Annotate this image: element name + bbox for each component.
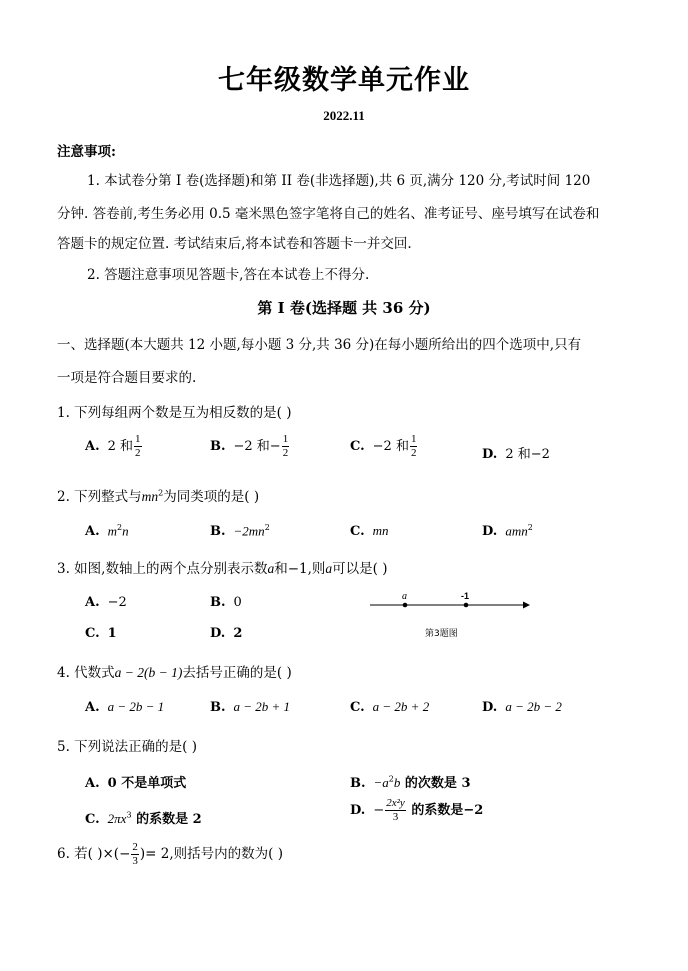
q2-option-a[interactable] [85,523,129,539]
q3-option-b[interactable] [210,595,242,610]
option-text: 2 [233,626,243,641]
stem-text: 可以是( ) [332,561,388,577]
exponent: 2 [158,488,164,498]
q4-option-d[interactable] [482,699,562,715]
math-expr: −2mn [233,523,265,539]
math-expr: a − 2b + 2 [372,699,430,714]
option-label: A. [85,524,100,540]
math-expr: −a [373,775,389,790]
q1-stem: 1. 下列每组两个数是互为相反数的是( ) [57,405,292,421]
option-label: C. [350,524,365,539]
fraction [134,434,142,459]
q2-option-b[interactable] [210,523,270,539]
point-neg-one [464,603,469,608]
numerator: 2 [132,841,138,853]
q2-option-d[interactable] [482,523,533,539]
denominator: 2 [135,447,141,459]
option-label: D. [350,803,366,818]
math-expr: a − 2b + 1 [233,699,291,714]
math-expr: amn [505,523,528,539]
stem-text: 为同类项的是( ) [163,489,260,505]
stem-text: 2. 下列整式与 [57,489,142,505]
math-expr: m [107,523,118,539]
option-label: D. [482,447,498,462]
notice-item1-line2: 分钟. 答卷前,考生务必用 0.5 毫米黑色签字笔将自己的姓名、准考证号、座号填写在试卷和 [57,206,600,222]
point-neg-one-label: -1 [461,591,470,601]
option-text: 2 和−2 [505,447,550,462]
q3-option-a[interactable] [85,595,127,610]
fraction [282,434,290,459]
option-text: −2 和− [233,439,281,454]
stem-text: )= 2,则括号内的数为( ) [139,846,283,862]
option-text: −2 和 [372,439,409,454]
numerator: 1 [410,433,417,445]
stem-text: 和−1,则 [274,561,326,577]
option-label: C. [85,812,100,827]
exponent: 2 [388,774,394,784]
q5-stem: 5. 下列说法正确的是( ) [57,739,197,755]
option-label: B. [210,439,226,454]
numerator: 2x²y [386,797,405,809]
exponent: 3 [126,810,132,820]
fraction [385,798,406,823]
denominator: 2 [410,447,417,459]
option-text: 的系数是−2 [406,803,484,818]
date: 2022.11 [323,108,365,123]
q3-option-d[interactable] [210,626,242,641]
q1-option-b[interactable] [210,434,290,459]
q2-option-c[interactable] [350,523,389,539]
denominator: 3 [132,855,138,867]
option-label: B. [210,700,226,715]
arrow-head-icon [523,602,530,609]
numerator: 1 [135,433,141,445]
page-title: 七年级数学单元作业 [218,65,470,96]
q1-option-c[interactable] [350,434,418,459]
number-line-figure [365,588,535,643]
q3-stem [57,557,388,577]
q5-option-a[interactable] [85,772,186,791]
fraction [131,842,139,867]
option-label: C. [85,626,100,641]
q2-stem [57,485,259,505]
option-text: 0 [233,595,242,610]
option-label: D. [482,700,498,715]
math-expr: b [393,775,401,790]
stem-text: 3. 如图,数轴上的两个点分别表示数 [57,561,268,577]
math-expr: mn [372,523,389,538]
option-text: 2 和 [107,439,134,454]
q5-option-d[interactable] [350,798,483,823]
stem-text: 去括号正确的是( ) [182,665,292,681]
point-a [403,603,408,608]
option-label: A. [85,776,100,791]
q1-option-d[interactable] [482,443,550,462]
q4-option-a[interactable] [85,699,164,715]
math-expr: n [122,523,129,539]
math-expr: a − 2b − 1 [107,699,165,714]
option-label: D. [210,626,226,641]
option-label: B. [210,595,226,610]
math-expr: a − 2(b − 1) [114,665,183,680]
option-text: −2 [107,595,127,610]
q5-option-b[interactable] [350,772,471,791]
q4-option-b[interactable] [210,699,290,715]
q6-stem [57,842,283,867]
option-label: C. [350,439,365,454]
option-label: D. [482,524,498,540]
notice-heading: 注意事项: [57,144,116,160]
notice-item2: 2. 答题注意事项见答题卡,答在本试卷上不得分. [87,267,370,283]
stem-text: 6. 若( )×(− [57,846,131,862]
option-label: A. [85,595,100,610]
part1-title: 第 I 卷(选择题 共 36 分) [257,299,431,317]
stem-text: 4. 代数式 [57,665,115,681]
section1-line1: 一、选择题(本大题共 12 小题,每小题 3 分,共 36 分)在每小题所给出的四个选项中,只有 [57,337,582,353]
q4-stem [57,661,292,681]
math-expr: − [373,803,385,818]
notice-item1-line1: 1. 本试卷分第 I 卷(选择题)和第 II 卷(非选择题),共 6 页,满分 120 分,考试时间 120 [87,173,591,189]
q1-option-a[interactable] [85,434,143,459]
q4-option-c[interactable] [350,699,429,715]
denominator: 2 [282,447,289,459]
math-expr: a [325,561,333,576]
option-text: 1 [107,626,117,641]
exponent: 2 [117,523,123,532]
q5-option-c[interactable] [85,808,202,827]
section1-line2: 一项是符合题目要求的. [57,370,197,386]
math-expr: a − 2b − 2 [505,699,562,714]
option-label: A. [85,700,100,715]
numerator: 1 [282,433,289,445]
option-text: 的次数是 3 [400,776,471,791]
option-text: 0 不是单项式 [107,776,187,791]
option-label: A. [85,439,100,454]
math-expr: 2πx [107,811,127,826]
option-label: C. [350,700,365,715]
exponent: 2 [264,523,270,532]
denominator: 3 [392,811,399,823]
option-label: B. [350,776,366,791]
notice-item1-line3: 答题卡的规定位置. 考试结束后,将本试卷和答题卡一并交回. [57,236,412,252]
point-a-label: a [402,591,407,602]
fraction [410,434,418,459]
option-text: 的系数是 2 [131,812,202,827]
option-label: B. [210,524,226,540]
math-expr: a [267,561,275,576]
figure-caption: 第3题图 [425,629,458,639]
math-expr: mn [141,489,159,504]
q3-option-c[interactable] [85,626,117,641]
exponent: 2 [527,523,533,532]
